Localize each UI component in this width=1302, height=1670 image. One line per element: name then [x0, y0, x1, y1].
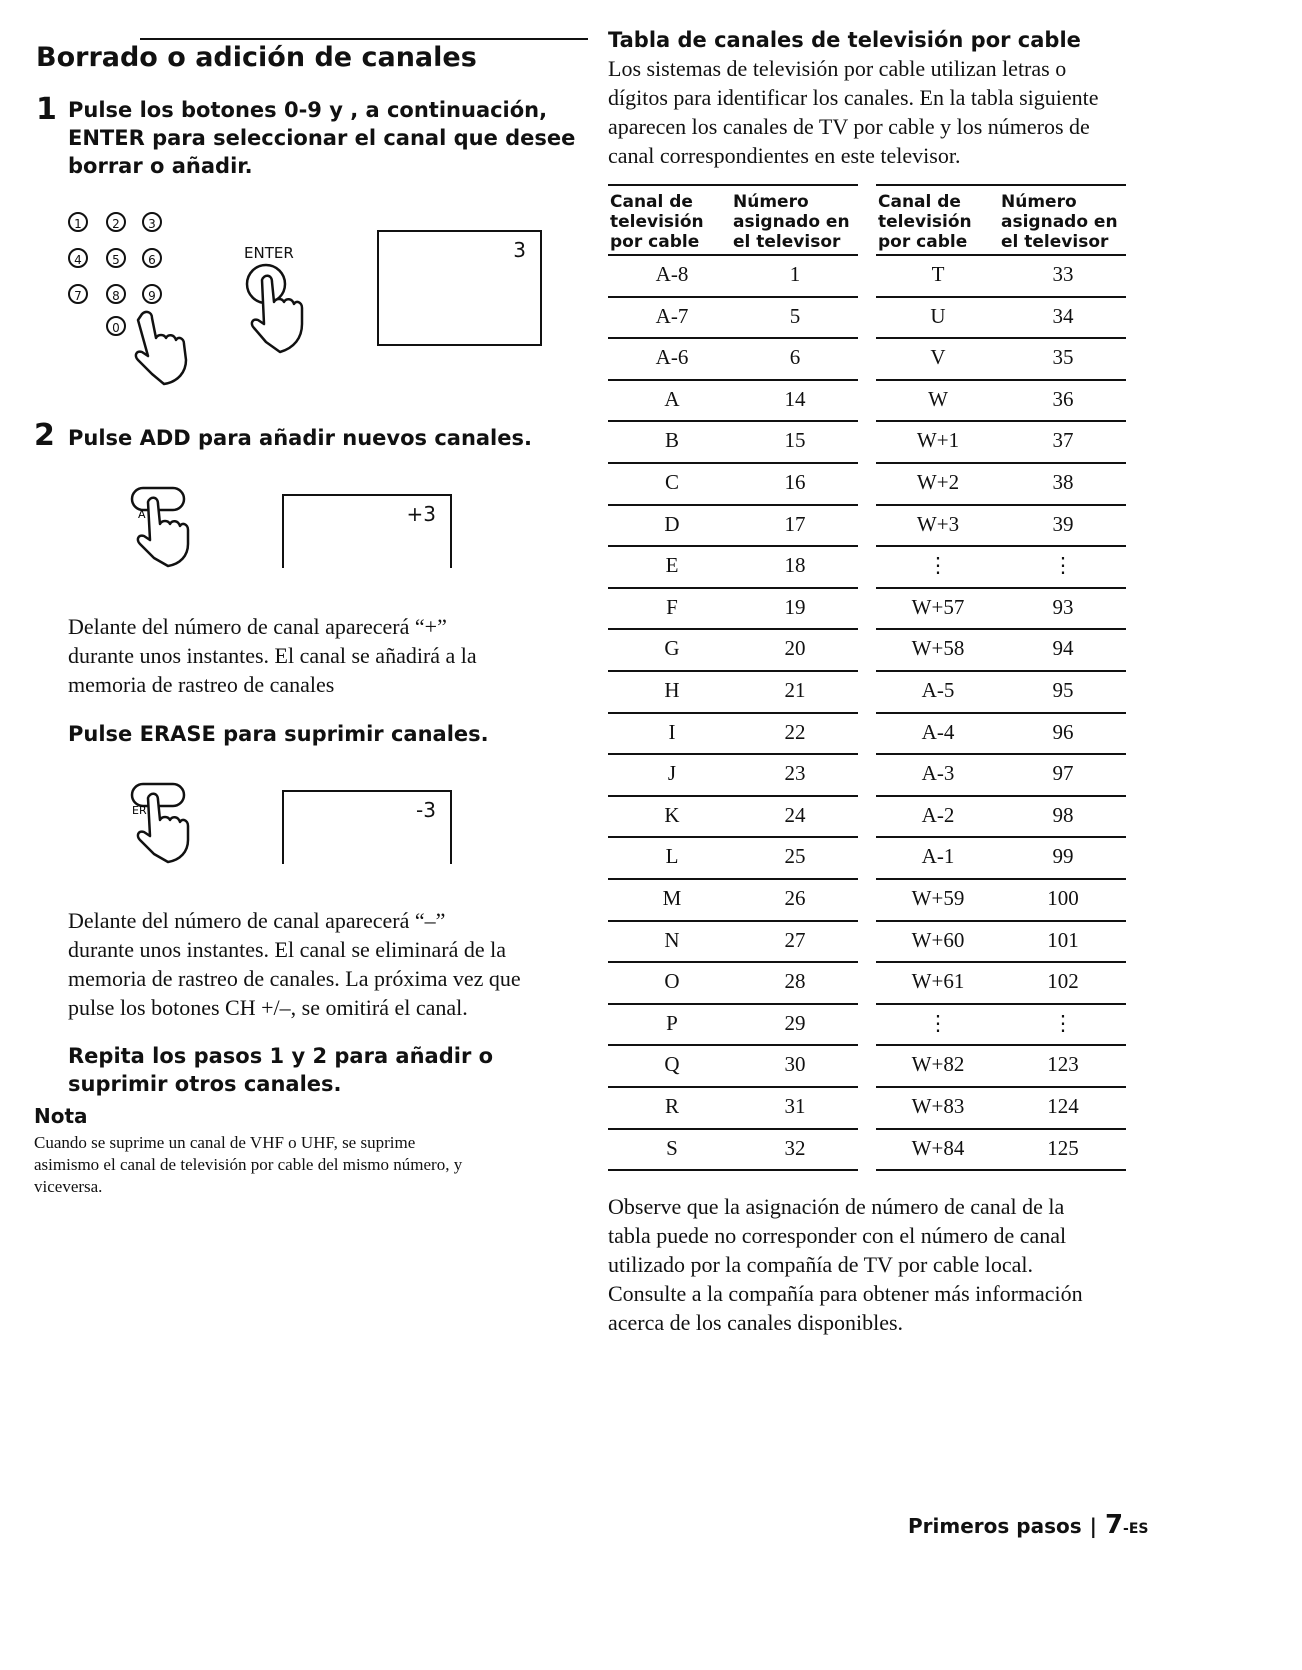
- erase-paragraph: [68, 906, 521, 1022]
- key-7-icon: 7: [68, 284, 88, 304]
- row-rule: [876, 1044, 1126, 1046]
- header-line: el televisor: [1001, 232, 1109, 252]
- header-tv-number-right: [1001, 192, 1118, 252]
- section-title: Borrado o adición de canales: [36, 42, 477, 73]
- row-rule: [608, 1128, 858, 1130]
- page-suffix: -ES: [1123, 1521, 1149, 1537]
- header-cable-channel-left: [610, 192, 704, 252]
- table-title: Tabla de canales de televisión por cable: [608, 28, 1081, 52]
- header-line: por cable: [878, 232, 968, 252]
- step-2-text: Pulse ADD para añadir nuevos canales.: [68, 426, 532, 450]
- cable-channel-cell: J: [667, 761, 677, 786]
- step-1-number: 1: [36, 92, 57, 127]
- tv-number-cell: 96: [1052, 719, 1074, 744]
- text-line: pulse los botones CH +/–, se omitirá el canal.: [68, 995, 468, 1020]
- cable-channel-cell: A-3: [921, 761, 955, 786]
- table-top-rule-left: [608, 184, 858, 186]
- cable-channel-cell: N: [664, 927, 680, 952]
- row-rule: [876, 462, 1126, 464]
- erase-heading: Pulse ERASE para suprimir canales.: [68, 722, 489, 746]
- cable-channel-cell: I: [668, 719, 676, 744]
- tv-number-cell: ⋮: [1052, 1010, 1074, 1035]
- table-intro: [608, 54, 1099, 170]
- cable-channel-cell: H: [664, 678, 680, 702]
- text-line: durante unos instantes. El canal se eliminará de la: [68, 937, 507, 962]
- header-line: Canal de: [610, 192, 693, 212]
- enter-hand-icon: [244, 262, 314, 358]
- step-1-line: borrar o añadir.: [68, 154, 253, 178]
- cable-channel-cell: A-4: [921, 719, 955, 744]
- cable-channel-cell: ⋮: [927, 553, 949, 578]
- row-rule: [608, 961, 858, 963]
- row-rule: [608, 753, 858, 755]
- screen-2-channel: +3: [406, 502, 436, 526]
- key-2-icon: 2: [106, 212, 126, 232]
- repeat-line: suprimir otros canales.: [68, 1072, 342, 1096]
- text-line: Los sistemas de televisión por cable utilizan letras o: [608, 56, 1067, 81]
- tv-number-cell: 15: [784, 428, 806, 453]
- cable-channel-cell: E: [665, 553, 679, 578]
- tv-number-cell: 21: [784, 678, 806, 702]
- text-line: Observe que la asignación de número de canal de la: [608, 1194, 1065, 1219]
- header-line: televisión: [878, 212, 972, 232]
- header-line: Número: [733, 192, 809, 212]
- tv-screen-1: [377, 230, 542, 346]
- tv-number-cell: 29: [784, 1010, 806, 1035]
- add-button-hand-icon: [128, 484, 200, 570]
- cable-channel-cell: P: [666, 1010, 678, 1035]
- tv-number-cell: 1: [789, 262, 801, 286]
- cable-channel-cell: W+83: [911, 1094, 965, 1118]
- row-rule: [876, 420, 1126, 422]
- tv-number-cell: 97: [1052, 761, 1074, 786]
- cable-channel-cell: W+60: [911, 927, 965, 952]
- tv-number-cell: 28: [784, 969, 806, 994]
- row-rule: [608, 878, 858, 880]
- header-rule-right: [876, 254, 1126, 256]
- header-line: asignado en: [1001, 212, 1118, 232]
- cable-channel-cell: A-5: [921, 678, 955, 702]
- row-rule: [608, 670, 858, 672]
- cable-channel-cell: W+2: [916, 470, 960, 494]
- table-top-rule-right: [876, 184, 1126, 186]
- row-rule: [608, 795, 858, 797]
- row-rule: [876, 628, 1126, 630]
- tv-number-cell: 125: [1047, 1135, 1079, 1160]
- cable-channel-cell: D: [664, 511, 680, 536]
- cable-channel-cell: O: [664, 969, 680, 994]
- cable-channel-cell: W+58: [911, 636, 965, 661]
- tv-number-cell: 101: [1047, 927, 1079, 952]
- row-rule: [608, 628, 858, 630]
- row-rule: [876, 795, 1126, 797]
- row-rule: [876, 504, 1126, 506]
- tv-number-cell: 31: [784, 1094, 806, 1118]
- key-9-icon: 9: [142, 284, 162, 304]
- row-rule: [608, 836, 858, 838]
- row-rule: [876, 587, 1126, 589]
- step-1-line: Pulse los botones 0-9 y , a continuación,: [68, 98, 548, 122]
- header-cable-channel-right: [878, 192, 972, 252]
- cable-channel-cell: F: [666, 594, 678, 619]
- text-line: Delante del número de canal aparecerá “–”: [68, 908, 446, 933]
- step-1-text: [68, 96, 575, 180]
- row-rule: [608, 1003, 858, 1005]
- header-rule-left: [608, 254, 858, 256]
- row-rule: [876, 836, 1126, 838]
- tv-number-cell: 123: [1047, 1052, 1079, 1077]
- numeric-keypad-illustration: [68, 208, 218, 388]
- key-8-icon: 8: [106, 284, 126, 304]
- key-3-icon: 3: [142, 212, 162, 232]
- row-rule: [876, 670, 1126, 672]
- tv-number-cell: 98: [1052, 802, 1074, 827]
- cable-channel-cell: T: [931, 262, 945, 286]
- row-rule: [876, 379, 1126, 381]
- header-line: asignado en: [733, 212, 850, 232]
- cable-channel-cell: W: [928, 386, 948, 411]
- tv-number-cell: 34: [1052, 303, 1074, 328]
- tv-number-cell: 14: [784, 386, 806, 411]
- row-rule: [608, 920, 858, 922]
- tv-number-cell: 93: [1052, 594, 1074, 619]
- tv-number-cell: 23: [784, 761, 806, 786]
- text-line: Delante del número de canal aparecerá “+”: [68, 614, 447, 639]
- tv-number-cell: 6: [789, 345, 801, 370]
- tv-number-cell: 25: [784, 844, 806, 869]
- cable-channel-cell: W+61: [911, 969, 965, 994]
- row-rule: [608, 504, 858, 506]
- cable-channel-cell: A-1: [921, 844, 955, 869]
- cable-channel-cell: A-8: [655, 262, 689, 286]
- row-rule: [608, 545, 858, 547]
- row-rule: [876, 1086, 1126, 1088]
- page-number: 7: [1104, 1510, 1124, 1540]
- row-rule: [608, 1086, 858, 1088]
- tv-number-cell: 22: [784, 719, 806, 744]
- pointing-hand-icon: [128, 308, 198, 388]
- header-line: Canal de: [878, 192, 961, 212]
- screen-3-channel: -3: [416, 798, 436, 822]
- text-line: memoria de rastreo de canales: [68, 672, 335, 697]
- tv-number-cell: 32: [784, 1135, 806, 1160]
- cable-channel-cell: W+1: [916, 428, 960, 453]
- note-line: viceversa.: [34, 1177, 103, 1196]
- repeat-line: Repita los pasos 1 y 2 para añadir o: [68, 1044, 494, 1068]
- add-paragraph: [68, 612, 477, 699]
- closing-paragraph: [608, 1192, 1083, 1337]
- key-1-icon: 1: [68, 212, 88, 232]
- note-text: [34, 1132, 462, 1198]
- cable-channel-cell: A-7: [655, 303, 689, 328]
- tv-number-cell: 26: [784, 886, 806, 910]
- row-rule: [876, 878, 1126, 880]
- tv-number-cell: 37: [1052, 428, 1074, 453]
- row-rule: [608, 420, 858, 422]
- tv-number-cell: 20: [784, 636, 806, 661]
- header-line: por cable: [610, 232, 700, 252]
- cable-channel-cell: A: [664, 386, 680, 411]
- tv-number-cell: 18: [784, 553, 806, 578]
- text-line: memoria de rastreo de canales. La próxima vez que: [68, 966, 521, 991]
- row-rule: [876, 1169, 1126, 1171]
- row-rule: [876, 961, 1126, 963]
- erase-button-hand-icon: [128, 780, 200, 866]
- step-2-number: 2: [34, 418, 55, 453]
- text-line: aparecen los canales de TV por cable y los números de: [608, 114, 1090, 139]
- tv-number-cell: 95: [1052, 678, 1074, 702]
- cable-channel-cell: W+57: [911, 594, 965, 619]
- cable-channel-cell: U: [930, 303, 946, 328]
- tv-number-cell: 38: [1052, 470, 1074, 494]
- header-line: Número: [1001, 192, 1077, 212]
- text-line: Consulte a la compañía para obtener más información: [608, 1281, 1083, 1306]
- cable-channel-cell: L: [665, 844, 679, 869]
- row-rule: [876, 753, 1126, 755]
- cable-channel-cell: R: [664, 1094, 679, 1118]
- tv-screen-2: [282, 494, 452, 568]
- row-rule: [608, 1169, 858, 1171]
- tv-number-cell: 24: [784, 802, 806, 827]
- row-rule: [876, 712, 1126, 714]
- tv-number-cell: 33: [1052, 262, 1074, 286]
- row-rule: [608, 379, 858, 381]
- row-rule: [608, 712, 858, 714]
- enter-label: ENTER: [244, 244, 294, 262]
- footer-section: Primeros pasos: [908, 1514, 1082, 1538]
- row-rule: [608, 587, 858, 589]
- tv-number-cell: 30: [784, 1052, 806, 1077]
- cable-channel-cell: K: [664, 802, 680, 827]
- cable-channel-cell: G: [664, 636, 680, 661]
- text-line: canal correspondientes en este televisor.: [608, 143, 961, 168]
- note-line: Cuando se suprime un canal de VHF o UHF, se suprime: [34, 1133, 416, 1152]
- tv-number-cell: 100: [1047, 886, 1079, 910]
- cable-channel-cell: W+84: [911, 1135, 965, 1160]
- key-0-icon: 0: [106, 316, 126, 336]
- text-line: dígitos para identificar los canales. En la tabla siguiente: [608, 85, 1099, 110]
- tv-number-cell: ⋮: [1052, 553, 1074, 578]
- tv-number-cell: 99: [1052, 844, 1074, 869]
- text-line: durante unos instantes. El canal se añadirá a la: [68, 643, 477, 668]
- repeat-heading: [68, 1042, 493, 1098]
- cable-channel-cell: A-2: [921, 802, 955, 827]
- title-rule: [140, 38, 588, 40]
- row-rule: [876, 1128, 1126, 1130]
- footer-separator: |: [1089, 1514, 1097, 1538]
- text-line: tabla puede no corresponder con el número de canal: [608, 1223, 1067, 1248]
- cable-channel-cell: V: [930, 345, 946, 370]
- header-line: televisión: [610, 212, 704, 232]
- row-rule: [876, 337, 1126, 339]
- tv-number-cell: 124: [1047, 1094, 1079, 1118]
- page-footer: [908, 1510, 1149, 1540]
- cable-channel-cell: C: [664, 470, 679, 494]
- row-rule: [876, 545, 1126, 547]
- screen-1-channel: 3: [513, 238, 526, 262]
- cable-channel-cell: W+82: [911, 1052, 965, 1077]
- tv-number-cell: 94: [1052, 636, 1074, 661]
- cable-channel-cell: Q: [664, 1052, 680, 1077]
- tv-number-cell: 27: [784, 927, 806, 952]
- svg-text:A: A: [138, 508, 146, 521]
- tv-number-cell: 16: [784, 470, 806, 494]
- note-title: Nota: [34, 1104, 88, 1128]
- cable-channel-cell: W+3: [916, 511, 960, 536]
- tv-number-cell: 39: [1052, 511, 1074, 536]
- text-line: acerca de los canales disponibles.: [608, 1310, 904, 1335]
- cable-channel-cell: B: [664, 428, 679, 453]
- note-line: asimismo el canal de televisión por cable del mismo número, y: [34, 1155, 463, 1174]
- cable-channel-cell: M: [662, 886, 682, 910]
- svg-text:ER: ER: [132, 804, 147, 817]
- tv-number-cell: 5: [789, 303, 801, 328]
- cable-channel-cell: A-6: [655, 345, 689, 370]
- tv-number-cell: 19: [784, 594, 806, 619]
- cable-channel-cell: S: [666, 1135, 678, 1160]
- row-rule: [876, 296, 1126, 298]
- row-rule: [608, 1044, 858, 1046]
- header-line: el televisor: [733, 232, 841, 252]
- cable-channel-cell: ⋮: [927, 1010, 949, 1035]
- row-rule: [608, 337, 858, 339]
- row-rule: [876, 1003, 1126, 1005]
- key-6-icon: 6: [142, 248, 162, 268]
- tv-number-cell: 35: [1052, 345, 1074, 370]
- tv-number-cell: 36: [1052, 386, 1074, 411]
- row-rule: [608, 462, 858, 464]
- header-tv-number-left: [733, 192, 850, 252]
- row-rule: [608, 296, 858, 298]
- tv-screen-3: [282, 790, 452, 864]
- text-line: utilizado por la compañía de TV por cable local.: [608, 1252, 1033, 1277]
- key-4-icon: 4: [68, 248, 88, 268]
- tv-number-cell: 102: [1047, 969, 1079, 994]
- key-5-icon: 5: [106, 248, 126, 268]
- cable-channel-cell: W+59: [911, 886, 965, 910]
- step-1-line: ENTER para seleccionar el canal que desee: [68, 126, 576, 150]
- tv-number-cell: 17: [784, 511, 806, 536]
- row-rule: [876, 920, 1126, 922]
